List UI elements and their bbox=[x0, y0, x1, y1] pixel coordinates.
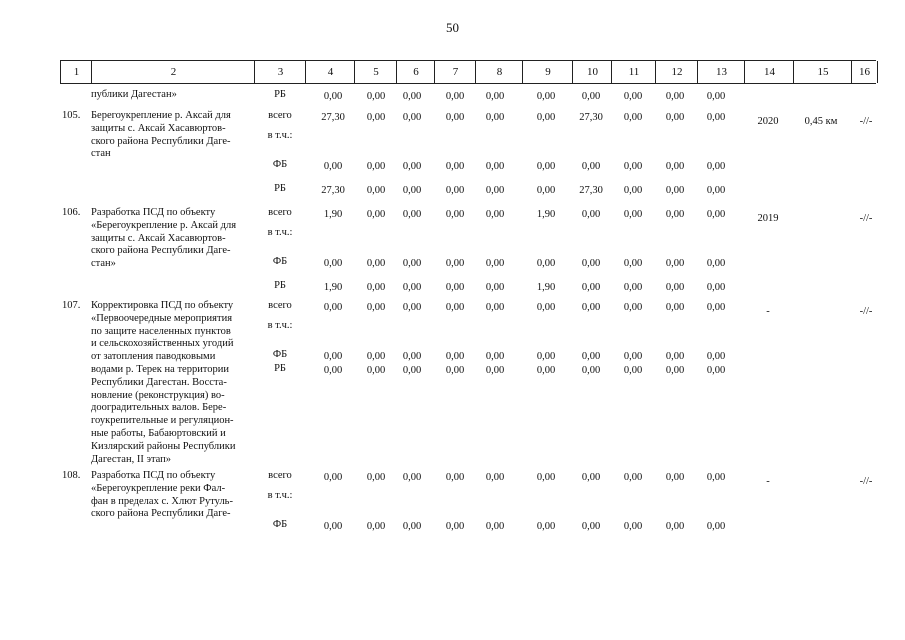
row-description-line: новление (реконструкция) во- bbox=[91, 389, 225, 401]
value-cell: 0,00 bbox=[536, 521, 556, 532]
value-cell: 0,00 bbox=[706, 282, 726, 293]
value-cell: 0,00 bbox=[706, 185, 726, 196]
fund-source: ФБ bbox=[272, 159, 288, 170]
row-description-line: стан bbox=[91, 148, 111, 160]
value-cell: 0,00 bbox=[402, 91, 422, 102]
value-cell: 0,00 bbox=[623, 351, 643, 362]
value-cell: 0,00 bbox=[665, 472, 685, 483]
value-cell: 0,00 bbox=[706, 365, 726, 376]
value-cell: 0,00 bbox=[623, 185, 643, 196]
value-cell: 0,00 bbox=[485, 161, 505, 172]
value-cell: 0,00 bbox=[536, 112, 556, 123]
column-header-16: 16 bbox=[851, 61, 878, 83]
value-cell: 0,00 bbox=[402, 161, 422, 172]
value-cell: 0,00 bbox=[445, 472, 465, 483]
value-cell: 0,00 bbox=[623, 302, 643, 313]
fund-source: в т.ч.: bbox=[267, 320, 293, 331]
value-cell: 0,00 bbox=[581, 258, 601, 269]
value-cell: 0,00 bbox=[445, 161, 465, 172]
column-header-12: 12 bbox=[655, 61, 698, 83]
value-cell: 0,00 bbox=[485, 472, 505, 483]
value-cell: 0,00 bbox=[402, 351, 422, 362]
row-description-line: Республики Дагестан. Восста- bbox=[91, 376, 227, 388]
value-cell: 0,00 bbox=[536, 365, 556, 376]
value-cell: 0,00 bbox=[402, 472, 422, 483]
value-cell: 0,00 bbox=[323, 91, 343, 102]
value-cell: 0,00 bbox=[366, 161, 386, 172]
value-cell: 0,00 bbox=[485, 91, 505, 102]
value-cell: 0,00 bbox=[366, 258, 386, 269]
value-cell: 0,00 bbox=[623, 91, 643, 102]
value-cell: 0,00 bbox=[445, 185, 465, 196]
row-description-line: ные работы, Бабаюртовский и bbox=[91, 428, 226, 439]
value-cell: 0,00 bbox=[445, 112, 465, 123]
value-cell: 0,00 bbox=[706, 91, 726, 102]
value-cell: 0,00 bbox=[581, 91, 601, 102]
value-cell: 0,00 bbox=[665, 112, 685, 123]
fund-source: РБ bbox=[274, 89, 286, 100]
row-description-line: от затопления паводковыми bbox=[91, 351, 216, 363]
value-cell: 0,00 bbox=[366, 185, 386, 196]
value-cell: 0,00 bbox=[665, 258, 685, 269]
row-description-line: «Берегоукрепление реки Фал- bbox=[91, 482, 226, 494]
value-cell: 0,00 bbox=[366, 472, 386, 483]
value-cell: 0,00 bbox=[366, 282, 386, 293]
note-cell: -//- bbox=[859, 476, 873, 487]
value-cell: 1,90 bbox=[536, 209, 556, 220]
value-cell: 0,00 bbox=[323, 521, 343, 532]
year-cell: 2019 bbox=[757, 213, 779, 224]
value-cell: 0,00 bbox=[445, 521, 465, 532]
value-cell: 0,00 bbox=[323, 161, 343, 172]
value-cell: 0,00 bbox=[536, 351, 556, 362]
value-cell: 0,00 bbox=[665, 302, 685, 313]
value-cell: 0,00 bbox=[485, 112, 505, 123]
fund-source: РБ bbox=[274, 363, 286, 374]
value-cell: 1,90 bbox=[323, 209, 343, 220]
row-description-line: водами р. Терек на территории bbox=[91, 364, 229, 375]
year-cell: 2020 bbox=[757, 116, 779, 127]
fund-source: всего bbox=[268, 470, 292, 481]
row-description-line: по защите населенных пунктов bbox=[91, 325, 231, 337]
value-cell: 0,00 bbox=[445, 91, 465, 102]
value-cell: 0,00 bbox=[536, 185, 556, 196]
fund-source: ФБ bbox=[272, 256, 288, 267]
value-cell: 0,00 bbox=[581, 282, 601, 293]
value-cell: 0,00 bbox=[402, 258, 422, 269]
row-description-line: Кизлярский районы Республики bbox=[91, 440, 236, 452]
value-cell: 0,00 bbox=[536, 161, 556, 172]
row-description-line: дооградительных валов. Бере- bbox=[91, 402, 227, 414]
length-cell: 0,45 км bbox=[804, 116, 838, 127]
value-cell: 0,00 bbox=[623, 365, 643, 376]
fund-source: всего bbox=[268, 207, 292, 218]
value-cell: 0,00 bbox=[485, 351, 505, 362]
value-cell: 0,00 bbox=[623, 161, 643, 172]
value-cell: 0,00 bbox=[485, 302, 505, 313]
value-cell: 0,00 bbox=[402, 282, 422, 293]
row-description-line: Разработка ПСД по объекту bbox=[91, 207, 216, 218]
value-cell: 0,00 bbox=[366, 521, 386, 532]
column-header-1: 1 bbox=[60, 61, 92, 83]
value-cell: 0,00 bbox=[485, 282, 505, 293]
note-cell: -//- bbox=[859, 116, 873, 127]
value-cell: 0,00 bbox=[445, 351, 465, 362]
value-cell: 0,00 bbox=[366, 365, 386, 376]
value-cell: 0,00 bbox=[706, 521, 726, 532]
value-cell: 0,00 bbox=[402, 112, 422, 123]
fund-source: ФБ bbox=[272, 519, 288, 530]
column-header-11: 11 bbox=[611, 61, 656, 83]
row-number: 108. bbox=[62, 470, 81, 481]
value-cell: 0,00 bbox=[366, 112, 386, 123]
value-cell: 27,30 bbox=[321, 112, 345, 123]
value-cell: 0,00 bbox=[665, 209, 685, 220]
value-cell: 0,00 bbox=[665, 282, 685, 293]
value-cell: 0,00 bbox=[536, 91, 556, 102]
value-cell: 0,00 bbox=[402, 365, 422, 376]
value-cell: 0,00 bbox=[706, 209, 726, 220]
value-cell: 0,00 bbox=[623, 282, 643, 293]
value-cell: 0,00 bbox=[623, 521, 643, 532]
value-cell: 0,00 bbox=[485, 365, 505, 376]
value-cell: 0,00 bbox=[623, 209, 643, 220]
page-number: 50 bbox=[446, 20, 459, 35]
value-cell: 0,00 bbox=[536, 302, 556, 313]
value-cell: 27,30 bbox=[321, 185, 345, 196]
row-description-line: «Первоочередные мероприятия bbox=[91, 312, 233, 324]
value-cell: 0,00 bbox=[581, 521, 601, 532]
fund-source: в т.ч.: bbox=[267, 130, 293, 141]
note-cell: -//- bbox=[859, 213, 873, 224]
column-header-13: 13 bbox=[697, 61, 745, 83]
value-cell: 0,00 bbox=[445, 209, 465, 220]
column-header-10: 10 bbox=[572, 61, 612, 83]
value-cell: 0,00 bbox=[536, 258, 556, 269]
row-description-line: стан» bbox=[91, 258, 116, 270]
value-cell: 0,00 bbox=[706, 302, 726, 313]
value-cell: 0,00 bbox=[665, 351, 685, 362]
fund-source: ФБ bbox=[272, 349, 288, 360]
year-cell: - bbox=[766, 306, 770, 317]
row-description-line: Берегоукрепление р. Аксай для bbox=[91, 110, 231, 121]
column-header-14: 14 bbox=[744, 61, 794, 83]
value-cell: 0,00 bbox=[485, 521, 505, 532]
value-cell: 0,00 bbox=[706, 112, 726, 123]
column-header-5: 5 bbox=[354, 61, 397, 83]
column-header-2: 2 bbox=[91, 61, 255, 83]
value-cell: 0,00 bbox=[665, 185, 685, 196]
row-description-line: гоукрепительные и регуляцион- bbox=[91, 415, 234, 427]
value-cell: 0,00 bbox=[665, 91, 685, 102]
value-cell: 27,30 bbox=[579, 185, 603, 196]
fund-source: в т.ч.: bbox=[267, 490, 293, 501]
value-cell: 0,00 bbox=[366, 209, 386, 220]
value-cell: 0,00 bbox=[323, 472, 343, 483]
value-cell: 0,00 bbox=[623, 258, 643, 269]
value-cell: 0,00 bbox=[623, 112, 643, 123]
value-cell: 0,00 bbox=[706, 258, 726, 269]
column-header-15: 15 bbox=[793, 61, 852, 83]
note-cell: -//- bbox=[859, 306, 873, 317]
value-cell: 0,00 bbox=[366, 91, 386, 102]
value-cell: 0,00 bbox=[402, 185, 422, 196]
value-cell: 0,00 bbox=[623, 472, 643, 483]
value-cell: 0,00 bbox=[323, 351, 343, 362]
row-description-line: ского района Республики Даге- bbox=[91, 245, 231, 257]
value-cell: 0,00 bbox=[665, 365, 685, 376]
value-cell: 0,00 bbox=[665, 521, 685, 532]
value-cell: 27,30 bbox=[579, 112, 603, 123]
value-cell: 0,00 bbox=[581, 365, 601, 376]
fund-source: всего bbox=[268, 300, 292, 311]
row-description-line: ского района Республики Даге- bbox=[91, 508, 231, 520]
value-cell: 0,00 bbox=[402, 302, 422, 313]
value-cell: 0,00 bbox=[581, 351, 601, 362]
row-description-line: ского района Республики Даге- bbox=[91, 135, 231, 147]
column-header-9: 9 bbox=[522, 61, 573, 83]
column-header-8: 8 bbox=[475, 61, 523, 83]
value-cell: 0,00 bbox=[485, 209, 505, 220]
row-number: 107. bbox=[62, 300, 81, 311]
value-cell: 0,00 bbox=[402, 209, 422, 220]
value-cell: 0,00 bbox=[445, 365, 465, 376]
row-description-line: Корректировка ПСД по объекту bbox=[91, 300, 234, 311]
row-description-line: Дагестан, II этап» bbox=[91, 453, 172, 465]
value-cell: 1,90 bbox=[323, 282, 343, 293]
value-cell: 0,00 bbox=[485, 185, 505, 196]
row-description-line: Разработка ПСД по объекту bbox=[91, 470, 216, 481]
value-cell: 0,00 bbox=[445, 282, 465, 293]
value-cell: 0,00 bbox=[402, 521, 422, 532]
value-cell: 0,00 bbox=[581, 302, 601, 313]
column-header-4: 4 bbox=[305, 61, 355, 83]
value-cell: 0,00 bbox=[445, 302, 465, 313]
value-cell: 0,00 bbox=[323, 365, 343, 376]
value-cell: 0,00 bbox=[323, 302, 343, 313]
value-cell: 1,90 bbox=[536, 282, 556, 293]
value-cell: 0,00 bbox=[706, 161, 726, 172]
value-cell: 0,00 bbox=[323, 258, 343, 269]
value-cell: 0,00 bbox=[366, 302, 386, 313]
row-number: 105. bbox=[62, 110, 81, 121]
row-description: публики Дагестан» bbox=[91, 89, 177, 100]
value-cell: 0,00 bbox=[581, 209, 601, 220]
column-header-7: 7 bbox=[434, 61, 476, 83]
row-description-line: фан в пределах с. Хлют Рутуль- bbox=[91, 495, 233, 507]
column-header-3: 3 bbox=[254, 61, 306, 83]
fund-source: всего bbox=[268, 110, 292, 121]
column-number-header bbox=[60, 60, 876, 84]
value-cell: 0,00 bbox=[581, 161, 601, 172]
fund-source: в т.ч.: bbox=[267, 227, 293, 238]
fund-source: РБ bbox=[274, 183, 286, 194]
row-number: 106. bbox=[62, 207, 81, 218]
value-cell: 0,00 bbox=[445, 258, 465, 269]
year-cell: - bbox=[766, 476, 770, 487]
value-cell: 0,00 bbox=[706, 351, 726, 362]
value-cell: 0,00 bbox=[536, 472, 556, 483]
row-description-line: и сельскохозяйственных угодий bbox=[91, 338, 234, 350]
value-cell: 0,00 bbox=[366, 351, 386, 362]
column-header-6: 6 bbox=[396, 61, 435, 83]
value-cell: 0,00 bbox=[485, 258, 505, 269]
value-cell: 0,00 bbox=[665, 161, 685, 172]
fund-source: РБ bbox=[274, 280, 286, 291]
row-description-line: защиты с. Аксай Хасавюртов- bbox=[91, 122, 226, 134]
row-description-line: защиты с. Аксай Хасавюртов- bbox=[91, 232, 226, 244]
value-cell: 0,00 bbox=[581, 472, 601, 483]
row-description-line: «Берегоукрепление р. Аксай для bbox=[91, 219, 237, 231]
value-cell: 0,00 bbox=[706, 472, 726, 483]
